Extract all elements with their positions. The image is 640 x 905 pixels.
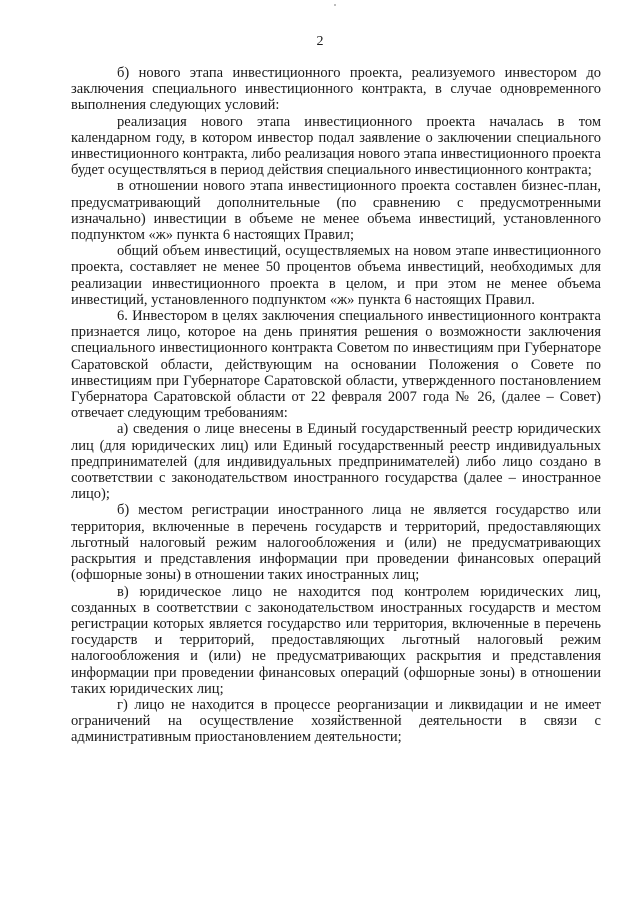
paragraph-condition-business-plan: в отношении нового этапа инвестиционного проекта составлен бизнес-план, предусматривающий дополнительные (по сравнению с предусмотренными изначально) инвестиции в объеме не менее объема инвестиций, установленного подпунктом «ж» пункта 6 настоящих Правил; — [71, 178, 601, 244]
paragraph-6a-registry: а) сведения о лице внесены в Единый государственный реестр юридических лиц (для юридических лиц) или Единый государственный реестр индивидуальных предпринимателей (для индивидуальных предпринимателей) либо лицо создано в соответствии с законодательством иностранного государства (далее – иностранное лицо); — [71, 421, 601, 503]
paragraph-6v-control: в) юридическое лицо не находится под контролем юридических лиц, созданных в соответствии с законодательством иностранных государств и местом регистрации которых является государство или территория, включенные в перечень государств и территорий, предоставляющих льготный налоговый режим налогообложения и (или) не предусматривающих раскрытия и представления информации при проведении финансовых операций (офшорные зоны) в отношении таких юридических лиц; — [71, 583, 601, 697]
paragraph-6b-foreign-registration: б) местом регистрации иностранного лица не является государство или территория, включенные в перечень государств и территорий, предоставляющих льготный налоговый режим налогообложения и (или) не предусматривающих раскрытия и представления информации при проведении финансовых операций (офшорные зоны) в отношении таких иностранных лиц; — [71, 502, 601, 584]
page-number: 2 — [316, 34, 324, 49]
paragraph-condition-investment-volume: общий объем инвестиций, осуществляемых на новом этапе инвестиционного проекта, составляет не менее 50 процентов объема инвестиций, необходимых для реализации инвестиционного проекта в целом, и при этом не менее объема инвестиций, установленного подпунктом «ж» пункта 6 настоящих Правил. — [71, 243, 601, 308]
paragraph-6-investor: 6. Инвестором в целях заключения специального инвестиционного контракта признается лицо, которое на день принятия решения о возможности заключения специального инвестиционного контракта Советом по инвестициям при Губернаторе Саратовской области, действующим на основании Положения о Совете по инвестициям при Губернаторе Саратовской области, утвержденного постановлением Губернатора Саратовской области от 22 февраля 2007 года № 26, (далее – Совет) отвечает следующим требованиям: — [71, 308, 601, 422]
paragraph-6g-reorganization: г) лицо не находится в процессе реорганизации и ликвидации и не имеет ограничений на осуществление хозяйственной деятельности в связи с административным приостановлением деятельности; — [71, 696, 601, 746]
document-body — [71, 65, 601, 746]
paragraph-condition-start: реализация нового этапа инвестиционного проекта началась в том календарном году, в котором инвестор подал заявление о заключении специального инвестиционного контракта, либо реализация нового этапа инвестиционного проекта будет осуществляться в период действия специального инвестиционного контракта; — [71, 113, 601, 179]
scan-artifact — [334, 4, 336, 6]
paragraph-b-new-stage: б) нового этапа инвестиционного проекта, реализуемого инвестором до заключения специального инвестиционного контракта, в случае одновременного выполнения следующих условий: — [71, 65, 601, 114]
